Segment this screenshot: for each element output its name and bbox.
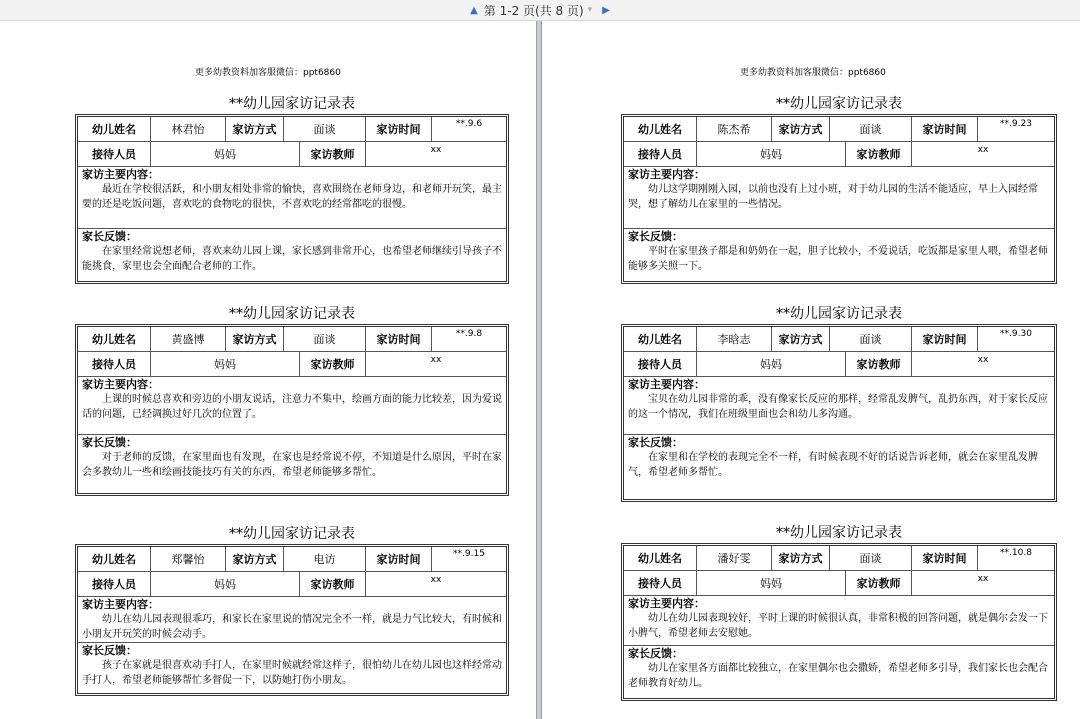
parent-feedback-section [78, 435, 506, 493]
visit-method-value: 面谈 [830, 327, 912, 351]
parent-feedback-section [624, 646, 1054, 698]
next-page-icon[interactable]: ▶ [602, 4, 610, 16]
child-name-value: 李晗志 [697, 327, 772, 351]
child-name-value: 郑馨怡 [151, 547, 226, 571]
document-page-1 [0, 21, 536, 719]
visit-method-label: 家访方式 [772, 327, 830, 351]
record-row-people [78, 352, 506, 377]
parent-feedback-label: 家长反馈： [628, 647, 683, 660]
receiver-label: 接待人员 [78, 572, 151, 596]
main-content-section [78, 377, 506, 435]
main-content-section [624, 377, 1054, 435]
visit-time-value: **.9.15 [453, 549, 485, 559]
page-header: 更多幼教资料加客服微信：ppt6860 [740, 68, 886, 78]
visit-time-value: **.9.23 [1000, 119, 1032, 129]
receiver-label: 接待人员 [624, 571, 697, 595]
main-content-label: 家访主要内容： [82, 598, 159, 611]
record-title: **幼儿园家访记录表 [229, 526, 355, 542]
parent-feedback-text: 在家里和在学校的表现完全不一样，有时候表现不好的话说告诉老师，就会在家里乱发脾气，希望老师多帮忙。 [628, 452, 1038, 478]
visit-teacher-label: 家访教师 [300, 352, 366, 376]
visit-time-label: 家访时间 [912, 546, 978, 570]
child-name-label: 幼儿姓名 [78, 327, 151, 351]
record-row-info [78, 327, 506, 352]
visit-time-label: 家访时间 [912, 117, 978, 141]
receiver-label: 接待人员 [78, 142, 151, 166]
record-row-info [624, 327, 1054, 352]
visit-time-value: **.9.6 [455, 119, 483, 129]
receiver-value: 妈妈 [151, 142, 300, 166]
visit-method-value: 面谈 [830, 117, 912, 141]
visit-teacher-label: 家访教师 [846, 142, 912, 166]
child-name-value: 林君怡 [151, 117, 226, 141]
visit-teacher-value: xx [977, 355, 989, 365]
visit-record [75, 94, 509, 284]
visit-time-value: **.10.8 [1000, 548, 1032, 558]
parent-feedback-label: 家长反馈： [82, 436, 137, 449]
visit-time-label: 家访时间 [366, 117, 432, 141]
main-content-section [78, 167, 506, 229]
record-table [621, 324, 1057, 502]
parent-feedback-text: 幼儿在家里各方面都比较独立，在家里偶尔也会撒娇，希望老师多引导，我们家长也会配合老师教育好幼儿。 [628, 663, 1048, 689]
visit-method-label: 家访方式 [226, 327, 284, 351]
record-title: **幼儿园家访记录表 [229, 306, 355, 322]
record-row-info [624, 117, 1054, 142]
main-content-text: 最近在学校很活跃，和小朋友相处非常的愉快，喜欢围绕在老师身边，和老师开玩笑，最主要的还是吃饭问题，喜欢吃的食物吃的很快，不喜欢吃的经常都吃的很慢。 [82, 184, 502, 210]
visit-method-value: 面谈 [284, 327, 366, 351]
main-content-section [624, 167, 1054, 229]
visit-record [75, 304, 509, 496]
visit-record [621, 94, 1057, 284]
child-name-label: 幼儿姓名 [624, 117, 697, 141]
record-row-people [624, 142, 1054, 167]
visit-time-label: 家访时间 [912, 327, 978, 351]
parent-feedback-text: 在家里经常说想老师，喜欢来幼儿园上课，家长感到非常开心，也希望老师继续引导孩子不能挑食，家里也会全面配合老师的工作。 [82, 246, 502, 272]
receiver-value: 妈妈 [151, 572, 300, 596]
main-content-section [624, 596, 1054, 646]
child-name-value: 黄盛博 [151, 327, 226, 351]
page-menu-chevron-icon[interactable]: ▾ [587, 5, 593, 15]
record-row-people [78, 572, 506, 597]
visit-method-label: 家访方式 [226, 117, 284, 141]
visit-time-value: **.9.30 [1000, 329, 1032, 339]
record-row-info [78, 547, 506, 572]
visit-method-label: 家访方式 [226, 547, 284, 571]
receiver-value: 妈妈 [697, 571, 846, 595]
main-content-section [78, 597, 506, 643]
child-name-label: 幼儿姓名 [624, 546, 697, 570]
main-content-label: 家访主要内容： [628, 378, 705, 391]
record-title: **幼儿园家访记录表 [776, 525, 902, 541]
child-name-label: 幼儿姓名 [624, 327, 697, 351]
record-row-people [78, 142, 506, 167]
visit-method-value: 面谈 [284, 117, 366, 141]
child-name-label: 幼儿姓名 [78, 117, 151, 141]
main-content-text: 幼儿在幼儿园表现很乖巧，和家长在家里说的情况完全不一样，就是力气比较大，有时候和小朋友开玩笑的时候会动手。 [82, 614, 502, 640]
main-content-label: 家访主要内容： [628, 597, 705, 610]
parent-feedback-text: 孩子在家就是很喜欢动手打人，在家里时候就经常这样子，很怕幼儿在幼儿园也这样经常动手打人，希望老师能够帮忙多督促一下，以防她打伤小朋友。 [82, 660, 502, 686]
receiver-value: 妈妈 [151, 352, 300, 376]
visit-teacher-value: xx [430, 355, 442, 365]
visit-time-label: 家访时间 [366, 547, 432, 571]
record-title: **幼儿园家访记录表 [229, 96, 355, 112]
main-content-text: 幼儿在幼儿园表现较好，平时上课的时候很认真，非常积极的回答问题，就是偶尔会发一下小脾气，希望老师去安慰她。 [628, 613, 1048, 639]
main-content-text: 幼儿这学期刚刚入园，以前也没有上过小班，对于幼儿园的生活不能适应，早上入园经常哭，想了解幼儿在家里的一些情况。 [628, 184, 1038, 210]
visit-teacher-label: 家访教师 [300, 572, 366, 596]
main-content-label: 家访主要内容： [628, 168, 705, 181]
page-indicator: 第 1-2 页(共 8 页) [483, 3, 584, 18]
record-table [621, 114, 1057, 284]
visit-teacher-value: xx [977, 145, 989, 155]
visit-method-label: 家访方式 [772, 546, 830, 570]
child-name-value: 潘好雯 [697, 546, 772, 570]
main-content-label: 家访主要内容： [82, 378, 159, 391]
visit-teacher-label: 家访教师 [846, 571, 912, 595]
document-toolbar [0, 0, 1080, 21]
document-page-2 [542, 21, 1080, 719]
visit-teacher-value: xx [977, 574, 989, 584]
visit-method-value: 面谈 [830, 546, 912, 570]
receiver-label: 接待人员 [624, 352, 697, 376]
main-content-text: 上课的时候总喜欢和旁边的小朋友说话，注意力不集中，绘画方面的能力比较差，因为爱说话的问题，已经调换过好几次的位置了。 [82, 394, 502, 420]
child-name-label: 幼儿姓名 [78, 547, 151, 571]
visit-teacher-label: 家访教师 [300, 142, 366, 166]
visit-method-value: 电访 [284, 547, 366, 571]
record-row-people [624, 352, 1054, 377]
parent-feedback-section [78, 643, 506, 693]
record-title: **幼儿园家访记录表 [776, 96, 902, 112]
record-row-info [78, 117, 506, 142]
visit-record [75, 524, 509, 696]
record-row-people [624, 571, 1054, 596]
parent-feedback-section [624, 435, 1054, 499]
receiver-value: 妈妈 [697, 352, 846, 376]
previous-page-icon[interactable]: ▲ [470, 4, 478, 16]
parent-feedback-label: 家长反馈： [628, 230, 683, 243]
page-header: 更多幼教资料加客服微信：ppt6860 [195, 68, 341, 78]
visit-teacher-value: xx [430, 575, 442, 585]
parent-feedback-section [78, 229, 506, 281]
record-table [75, 324, 509, 496]
visit-method-label: 家访方式 [772, 117, 830, 141]
visit-record [621, 523, 1057, 701]
child-name-value: 陈杰希 [697, 117, 772, 141]
visit-time-value: **.9.8 [455, 329, 483, 339]
receiver-label: 接待人员 [624, 142, 697, 166]
parent-feedback-label: 家长反馈： [82, 644, 137, 657]
visit-record [621, 304, 1057, 502]
parent-feedback-section [624, 229, 1054, 281]
record-table [75, 114, 509, 284]
record-table [75, 544, 509, 696]
main-content-label: 家访主要内容： [82, 168, 159, 181]
record-title: **幼儿园家访记录表 [776, 306, 902, 322]
visit-time-label: 家访时间 [366, 327, 432, 351]
record-table [621, 543, 1057, 701]
record-row-info [624, 546, 1054, 571]
visit-teacher-value: xx [430, 145, 442, 155]
parent-feedback-label: 家长反馈： [628, 436, 683, 449]
receiver-label: 接待人员 [78, 352, 151, 376]
main-content-text: 宝贝在幼儿园非常的乖，没有像家长反应的那样，经常乱发脾气，乱扔东西，对于家长反应的这一个情况，我们在班级里面也会和幼儿多沟通。 [628, 394, 1048, 420]
visit-teacher-label: 家访教师 [846, 352, 912, 376]
parent-feedback-text: 平时在家里孩子都是和奶奶在一起，胆子比较小，不爱说话，吃饭都是家里人喂，希望老师能够多关照一下。 [628, 246, 1048, 272]
receiver-value: 妈妈 [697, 142, 846, 166]
parent-feedback-label: 家长反馈： [82, 230, 137, 243]
parent-feedback-text: 对于老师的反馈，在家里面也有发现，在家也是经常说不停，不知道是什么原因，平时在家会多教幼儿一些和绘画技能技巧有关的东西，希望老师能够多帮忙。 [82, 452, 502, 478]
